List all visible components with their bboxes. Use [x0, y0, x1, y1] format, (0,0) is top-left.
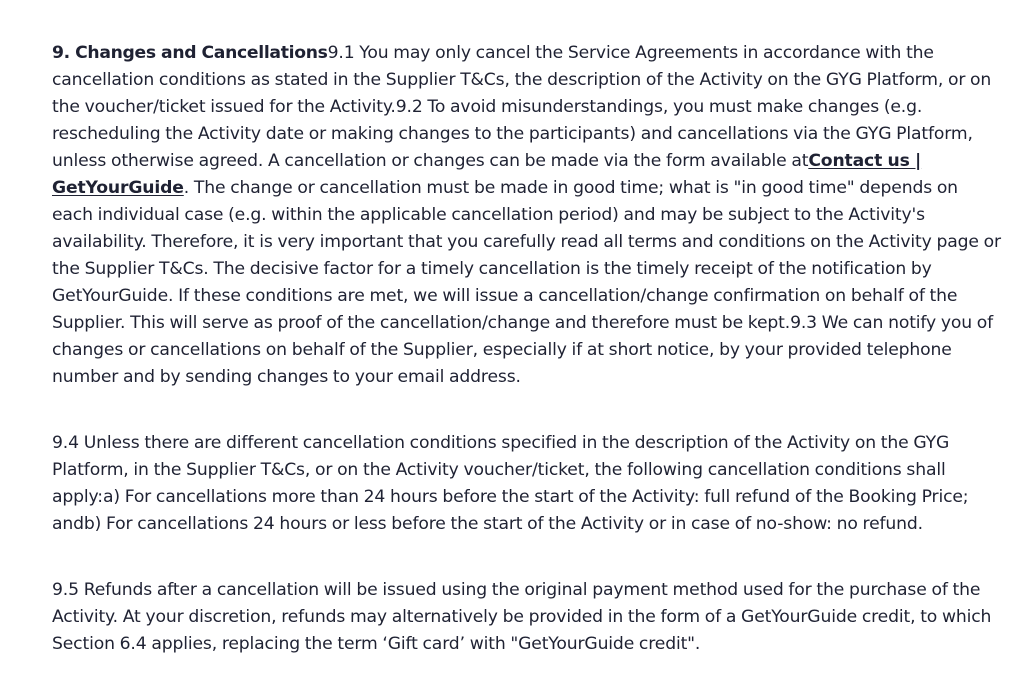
section-heading: 9. Changes and Cancellations — [52, 43, 328, 63]
paragraph-text: . The change or cancellation must be made in good time; what is "in good time" depends on each individual case (e.g. within the applicable cancellation period) and may be subject to the Activity's availability. Therefore, it is very important that you carefully read all terms and conditions on the Activity page or the Supplier T&Cs. The decisive factor for a timely cancellation is the timely receipt of the notification by GetYourGuide. If these conditions are met, we will issue a cancellation/change confirmation on behalf of the Supplier. This will serve as proof of the cancellation/change and therefore must be kept.9.3 We can notify you of changes or cancellations on behalf of the Supplier, especially if at short notice, by your provided telephone number and by sending changes to your email address. — [52, 178, 1001, 387]
paragraph-9-5: 9.5 Refunds after a cancellation will be issued using the original payment method used for the purchase of the Activity. At your discretion, refunds may alternatively be provided in the form of a GetYourGuide credit, to which Section 6.4 applies, replacing the term ‘Gift card’ with "GetYourGuide credit". — [52, 580, 992, 654]
paragraph-9-4: 9.4 Unless there are different cancellation conditions specified in the description of the Activity on the GYG Platform, in the Supplier T&Cs, or on the Activity voucher/ticket, the following cancellation conditions shall apply:a) For cancellations more than 24 hours before the start of the Activity: full refund of the Booking Price; andb) For cancellations 24 hours or less before the start of the Activity or in case of no-show: no refund. — [52, 433, 969, 534]
terms-section-changes-cancellations — [52, 40, 1002, 658]
paragraph-9-1-to-9-3 — [52, 40, 1002, 391]
paragraph-text: 9.1 You may only cancel the Service Agreements in accordance with the cancellation conditions as stated in the Supplier T&Cs, the description of the Activity on the GYG Platform, or on the voucher/ticket issued for the Activity.9.2 To avoid misunderstandings, you must make changes (e.g. rescheduling the Activity date or making changes to the participants) and cancellations via the GYG Platform, unless otherwise agreed. A cancellation or changes can be made via the form available at — [52, 43, 992, 171]
contact-us-link[interactable]: Contact us | GetYourGuide — [52, 151, 922, 198]
